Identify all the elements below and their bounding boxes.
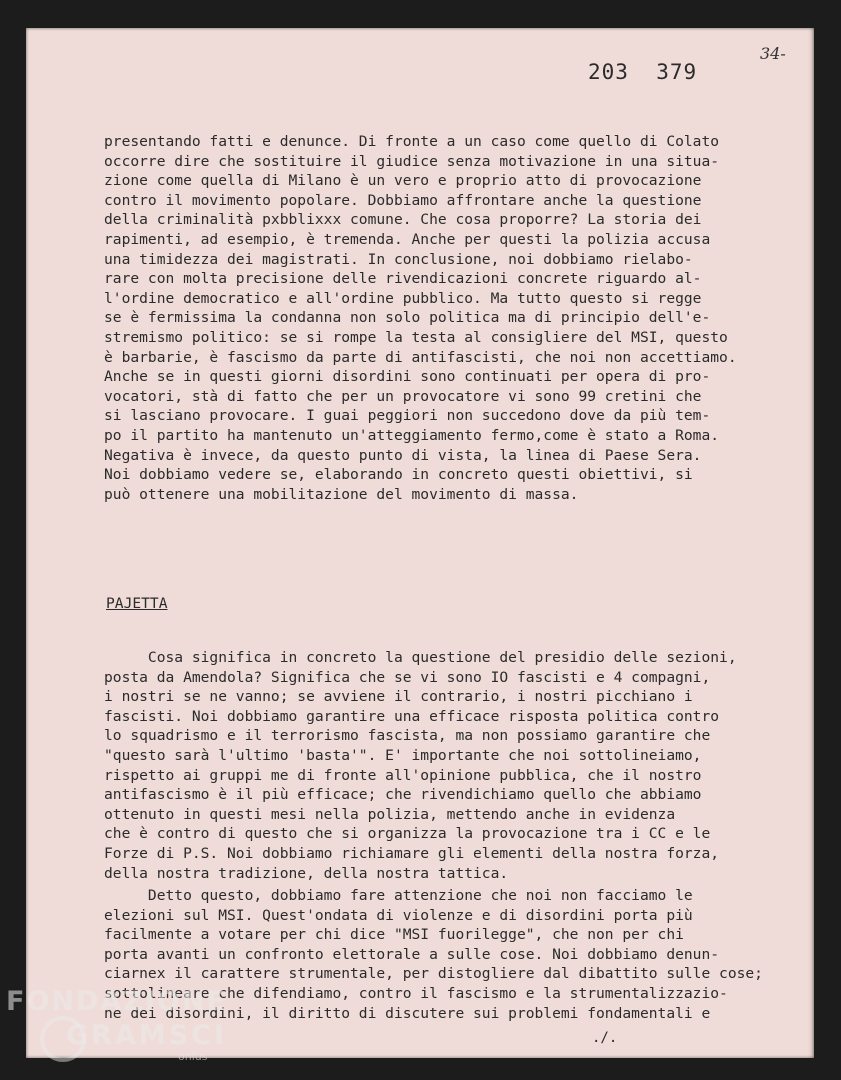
section-heading: PAJETTA xyxy=(106,595,168,612)
continuation-mark: ./. xyxy=(592,1030,618,1046)
fondazione-gramsci-watermark xyxy=(6,986,266,1080)
paragraph-1: presentando fatti e denunce. Di fronte a un caso come quello di Colato occorre dire che sostituire il giudice senza motivazione in una situa- zione come quella di Milano è un vero e proprio atto di provocazione contro il movimento popolare. Dobbiamo affrontare anche la questione della criminalità pxbblixxx comune. Che cosa proporre? La storia dei rapimenti, ad esempio, è tremenda. Anche per questi la polizia accusa una timidezza dei magistrati. In conclusione, noi dobbiamo rielabo- rare con molta precisione delle rivendicazioni concrete riguardo al- l'ordine democratico e all'ordine pubblico. Ma tutto questo si regge se è fermissima la condanna non solo politica ma di principio dell'e- stremismo politico: se si rompe la testa al consigliere del MSI, questo è barbarie, è fascismo da parte di antifascisti, che noi non accettiamo. Anche se in questi giorni disordini sono continuati per opera di pro- vocatori, stà di fatto che per un provocatore vi sono 99 cretini che si lasciano provocare. I guai peggiori non succedono dove da più tem- po il partito ha mantenuto un'atteggiamento fermo,come è stato a Roma. Negativa è invece, da questo punto di vista, la linea di Paese Sera. Noi dobbiamo vedere se, elaborando in concreto questi obiettivi, si può ottenere una mobilitazione del movimento di massa. xyxy=(104,133,737,503)
page-number: 203 379 xyxy=(588,60,698,84)
paragraph-2: Cosa significa in concreto la questione del presidio delle sezioni, posta da Amendola? Significa che se vi sono IO fascisti e 4 compagni, i nostri se ne vanno; se avviene il contrario, i nostri picchiano i fascisti. Noi dobbiamo garantire una efficace risposta politica contro lo squadrismo e il terrorismo fascista, ma non possiamo garantire che "questo sarà l'ultimo 'basta'". E' importante che noi sottolineiamo, rispetto ai gruppi me di fronte all'opinione pubblica, che il nostro antifascismo è il più efficace; che rivendichiamo quello che abbiamo ottenuto in questi mesi nella polizia, mettendo anche in evidenza che è contro di questo che si organizza la provocazione tra i CC e le Forze di P.S. Noi dobbiamo richiamare gli elementi della nostra forza, della nostra tradizione, della nostra tattica. xyxy=(104,649,737,882)
watermark-line-3: onlus xyxy=(178,1050,208,1063)
handwritten-page-number: 34- xyxy=(760,44,786,63)
watermark-line-1: FONDAZIONE xyxy=(6,986,227,1017)
paragraph-3: Detto questo, dobbiamo fare attenzione che noi non facciamo le elezioni sul MSI. Quest'ondata di violenze e di disordini porta più facilmente a votare per chi dice "MSI fuorilegge", che non per chi porta avanti un confronto elettorale a sulle cose. Noi dobbiamo denun- ciarnex il carattere strumentale, per distogliere dal dibattito sulle cose; sottolineare che difendiamo, contro il fascismo e la strumentalizzazio- ne dei disordini, il diritto di discutere sui problemi fondamentali e xyxy=(104,887,763,1022)
watermark-line-2: GRAMSCI xyxy=(66,1020,228,1051)
